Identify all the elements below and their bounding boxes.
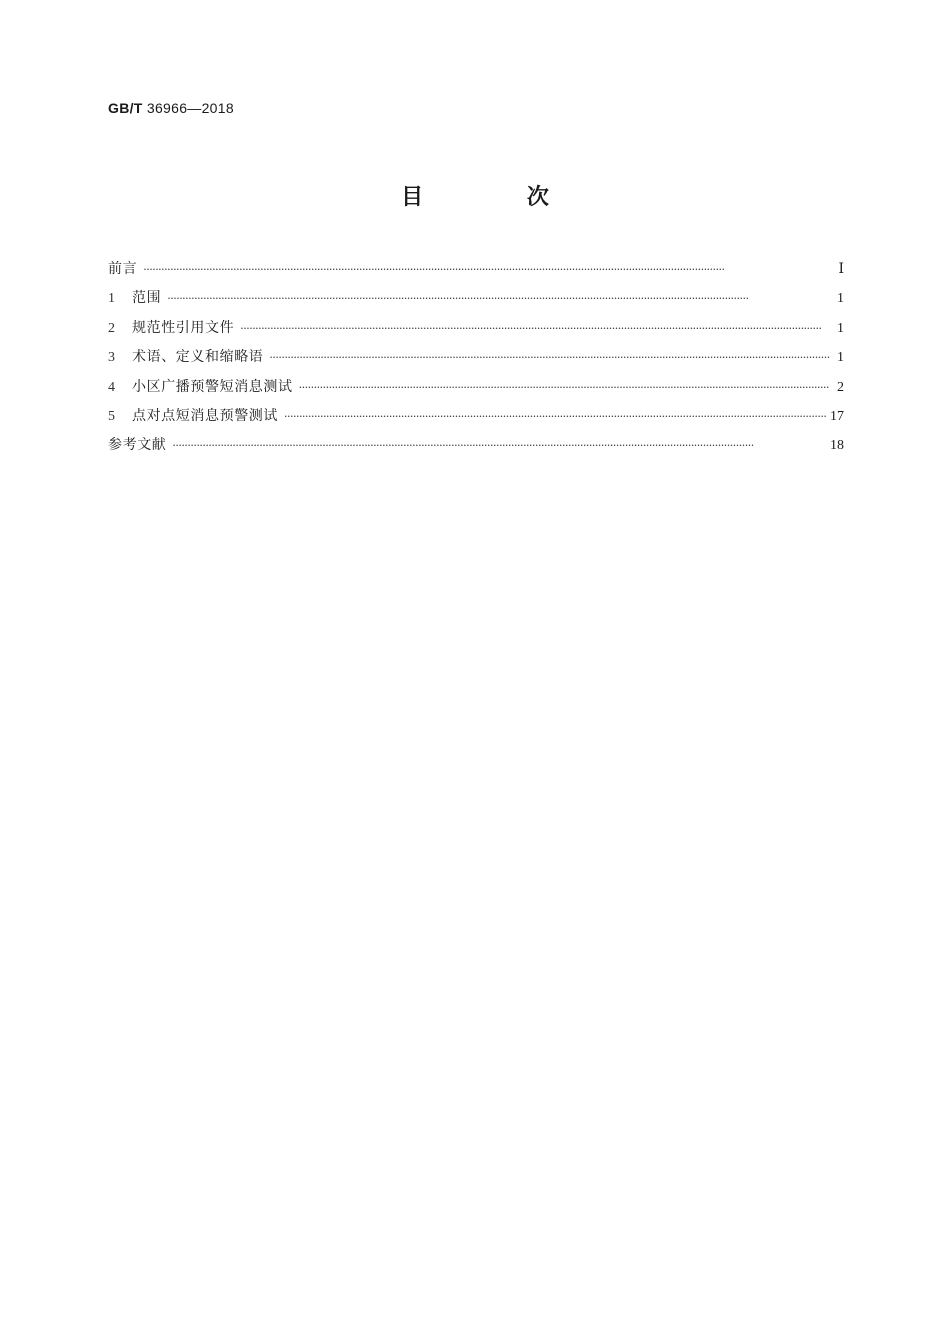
toc-entry-number: 1: [108, 291, 115, 307]
toc-entry-number: 3: [108, 350, 115, 366]
table-of-contents: [108, 258, 844, 464]
toc-entry-label: 范围: [132, 290, 162, 307]
toc-entry-number: 2: [108, 320, 115, 336]
toc-entry-label: 参考文献: [108, 437, 167, 454]
toc-entry-page: 2: [837, 379, 844, 395]
toc-entry-label: 小区广播预警短消息测试: [132, 378, 293, 395]
toc-entry-point-to-point-test[interactable]: [108, 405, 844, 434]
toc-title: 目 次: [401, 185, 597, 210]
toc-entry-label: 前言: [108, 261, 138, 277]
toc-entry-number: 5: [108, 408, 115, 424]
toc-entry-label: 点对点短消息预警测试: [132, 407, 278, 424]
toc-entry-label: 术语、定义和缩略语: [132, 349, 264, 366]
toc-entry-page: Ⅰ: [838, 262, 844, 277]
toc-entry-label: 规范性引用文件: [132, 319, 235, 336]
toc-entry-scope[interactable]: [108, 287, 844, 316]
toc-entry-cell-broadcast-test[interactable]: [108, 376, 844, 405]
toc-entry-page: 1: [837, 350, 844, 366]
toc-entry-foreword[interactable]: [108, 258, 844, 287]
toc-entry-normative-references[interactable]: [108, 317, 844, 346]
toc-entry-page: 17: [830, 408, 844, 424]
toc-dot-leader: [240, 322, 830, 335]
toc-entry-page: 1: [837, 320, 844, 336]
toc-dot-leader: [143, 263, 830, 276]
document-code: [108, 100, 234, 116]
toc-dot-leader: [167, 292, 830, 305]
toc-entry-page: 18: [830, 438, 844, 454]
toc-dot-leader: [299, 381, 830, 394]
document-code-prefix: GB/T: [108, 100, 143, 116]
toc-entry-terms-definitions[interactable]: [108, 346, 844, 375]
toc-dot-leader: [269, 351, 830, 364]
toc-entry-bibliography[interactable]: [108, 434, 844, 463]
document-code-number: 36966—2018: [146, 100, 234, 116]
toc-dot-leader: [172, 439, 826, 452]
toc-entry-page: 1: [837, 291, 844, 307]
toc-entry-number: 4: [108, 379, 115, 395]
toc-dot-leader: [284, 410, 826, 423]
